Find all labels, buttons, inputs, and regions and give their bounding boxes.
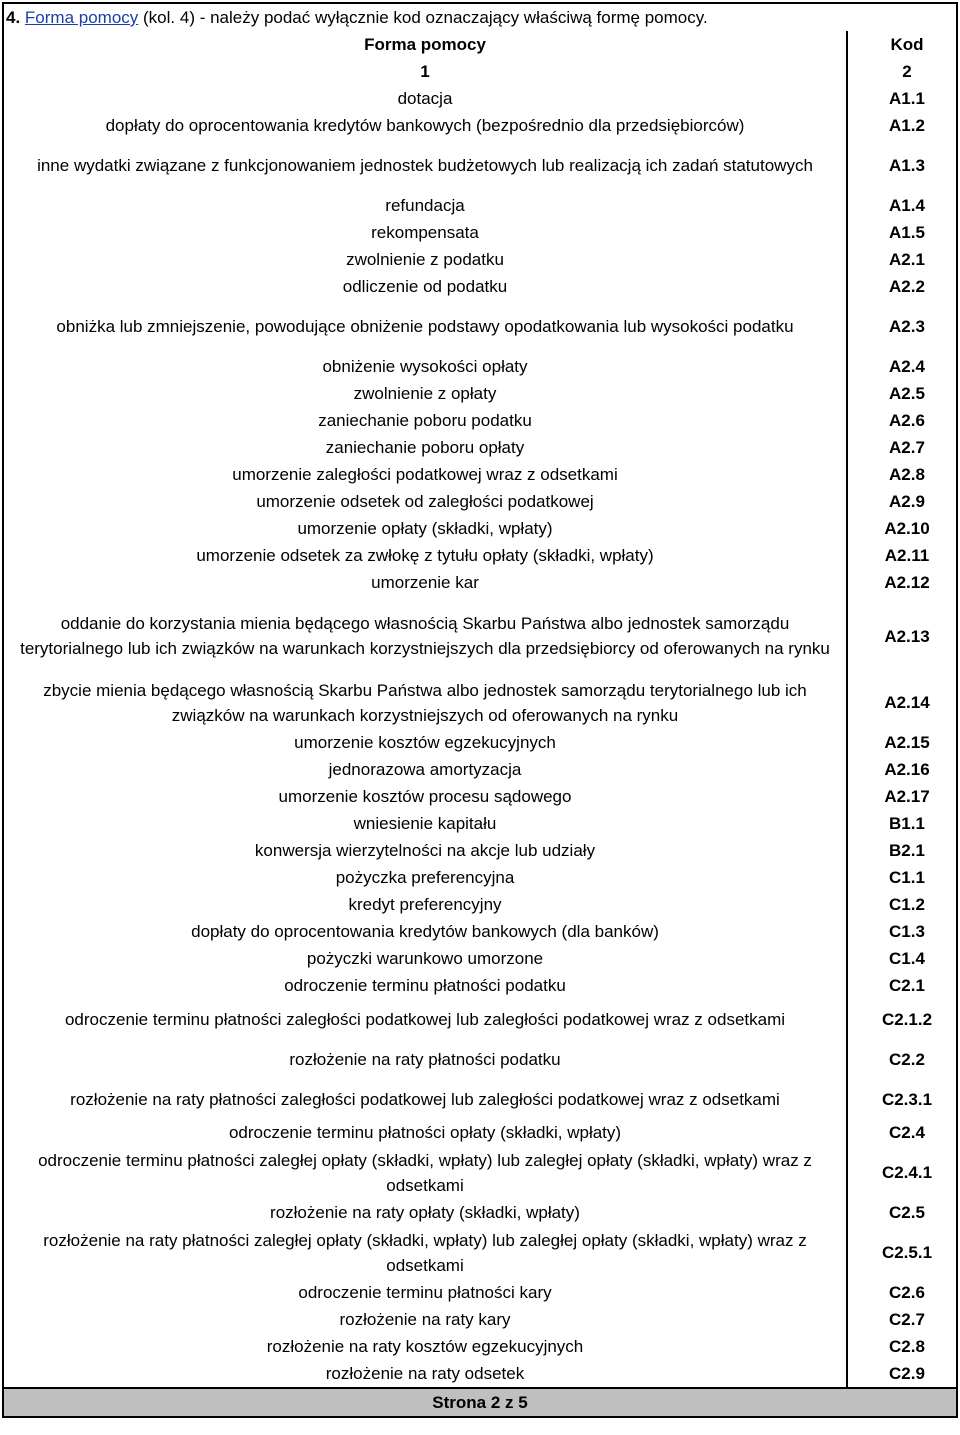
form-of-aid-cell: rozłożenie na raty kosztów egzekucyjnych [266,1337,584,1356]
table-row [4,999,960,1039]
table-row [4,246,960,273]
code-cell: A2.10 [847,515,960,542]
form-of-aid-cell: wniesienie kapitału [353,814,497,833]
code-cell: A2.6 [847,407,960,434]
section-heading [4,2,956,31]
form-of-aid-cell: odroczenie terminu płatności podatku [284,976,566,995]
form-of-aid-cell: rekompensata [371,223,479,242]
form-of-aid-cell: zaniechanie poboru opłaty [325,438,525,457]
code-cell: A2.16 [847,756,960,783]
form-of-aid-cell: zbycie mienia będącego własnością Skarbu Państwa albo jednostek samorządu terytorialnego lub ich związków na warunkach korzystniejszych od oferowanych na rynku [43,680,807,725]
code-cell: C1.1 [847,864,960,891]
table-row [4,596,960,676]
table-row [4,1279,960,1306]
table-row [4,837,960,864]
form-of-aid-cell: rozłożenie na raty kary [339,1310,511,1329]
column-number-row [4,58,960,85]
table-row [4,300,960,353]
form-of-aid-cell: odroczenie terminu płatności zaległej opłaty (składki, wpłaty) lub zaległej opłaty (składki, wpłaty) wraz z odsetkami [38,1150,812,1195]
code-cell: A2.11 [847,542,960,569]
table-row [4,1119,960,1146]
table-row [4,1226,960,1279]
form-of-aid-cell: rozłożenie na raty płatności podatku [289,1049,561,1069]
code-cell: C1.3 [847,918,960,945]
code-cell: A2.12 [847,569,960,596]
code-cell: C1.4 [847,945,960,972]
form-of-aid-cell: umorzenie kosztów egzekucyjnych [294,733,556,752]
form-of-aid-cell: umorzenie odsetek za zwłokę z tytułu opłaty (składki, wpłaty) [196,546,654,565]
table-row [4,380,960,407]
form-of-aid-cell: odroczenie terminu płatności opłaty (składki, wpłaty) [228,1123,622,1142]
code-cell: A1.4 [847,192,960,219]
code-cell: C2.2 [847,1039,960,1079]
forma-pomocy-link[interactable]: Forma pomocy [24,8,139,27]
code-cell: A2.3 [847,300,960,353]
table-row [4,945,960,972]
code-cell: C2.9 [847,1360,960,1387]
table-row [4,1039,960,1079]
code-cell: A2.1 [847,246,960,273]
form-of-aid-cell: umorzenie kar [371,573,479,592]
code-cell: A2.7 [847,434,960,461]
header-form: Forma pomocy [364,35,486,54]
table-row [4,85,960,112]
table-row [4,891,960,918]
code-cell: A1.1 [847,85,960,112]
table-row [4,434,960,461]
form-of-aid-cell: odroczenie terminu płatności kary [298,1283,552,1302]
table-row [4,918,960,945]
code-cell: A2.8 [847,461,960,488]
table-row [4,139,960,192]
table-row [4,273,960,300]
column-number-code: 2 [847,58,960,85]
code-cell: A2.14 [847,676,960,729]
form-of-aid-cell: rozłożenie na raty odsetek [325,1364,525,1383]
code-cell: C2.1.2 [847,999,960,1039]
table-row [4,1199,960,1226]
table-row [4,729,960,756]
table-row [4,353,960,380]
code-cell: A1.2 [847,112,960,139]
code-cell: C2.4.1 [847,1146,960,1199]
form-of-aid-cell: konwersja wierzytelności na akcje lub udziały [254,841,596,860]
table-row [4,1333,960,1360]
form-of-aid-cell: pożyczki warunkowo umorzone [306,949,544,968]
table-row [4,488,960,515]
code-cell: C2.3.1 [847,1079,960,1119]
form-of-aid-cell: zaniechanie poboru podatku [318,411,532,430]
column-number-form: 1 [420,62,430,81]
table-row [4,972,960,999]
code-cell: C2.8 [847,1333,960,1360]
table-row [4,1306,960,1333]
form-of-aid-cell: refundacja [385,196,465,215]
table-row [4,515,960,542]
table-row [4,192,960,219]
form-of-aid-cell: dopłaty do oprocentowania kredytów bankowych (dla banków) [191,922,659,941]
form-of-aid-cell: umorzenie kosztów procesu sądowego [278,787,572,806]
form-of-aid-cell: zwolnienie z opłaty [353,384,497,403]
table-row [4,756,960,783]
table-row [4,461,960,488]
section-heading-text: (kol. 4) - należy podać wyłącznie kod oznaczający właściwą formę pomocy. [138,8,708,27]
form-of-aid-cell: rozłożenie na raty opłaty (składki, wpłaty) [270,1203,580,1222]
table-row [4,676,960,729]
form-of-aid-cell: umorzenie opłaty (składki, wpłaty) [297,519,553,538]
code-cell: B2.1 [847,837,960,864]
code-cell: C2.4 [847,1119,960,1146]
code-cell: A2.2 [847,273,960,300]
table-header-row [4,31,960,58]
form-of-aid-cell: odroczenie terminu płatności zaległości podatkowej lub zaległości podatkowej wraz z odsetkami [64,1009,786,1029]
page-footer: Strona 2 z 5 [4,1387,956,1418]
table-row [4,112,960,139]
form-of-aid-cell: oddanie do korzystania mienia będącego własnością Skarbu Państwa albo jednostek samorządu terytorialnego lub ich związków na warunkach korzystniejszych dla przedsiębiorcy od oferowanych na rynku [20,614,830,658]
code-cell: A2.15 [847,729,960,756]
table-row [4,569,960,596]
code-cell: C2.6 [847,1279,960,1306]
form-of-aid-cell: dotacja [397,89,453,108]
table-row [4,219,960,246]
document-page [2,2,958,1418]
code-cell: C2.5.1 [847,1226,960,1279]
forms-of-aid-table [4,31,960,1387]
form-of-aid-cell: rozłożenie na raty płatności zaległości podatkowej lub zaległości podatkowej wraz z odsetkami [70,1089,780,1109]
form-of-aid-cell: dopłaty do oprocentowania kredytów bankowych (bezpośrednio dla przedsiębiorców) [105,116,745,135]
code-cell: A2.9 [847,488,960,515]
code-cell: C2.7 [847,1306,960,1333]
code-cell: A1.3 [847,139,960,192]
code-cell: C1.2 [847,891,960,918]
code-cell: A2.17 [847,783,960,810]
code-cell: A1.5 [847,219,960,246]
table-row [4,783,960,810]
section-number: 4. [6,8,21,27]
code-cell: A2.5 [847,380,960,407]
form-of-aid-cell: obniżka lub zmniejszenie, powodujące obniżenie podstawy opodatkowania lub wysokości podatku [56,317,794,336]
form-of-aid-cell: jednorazowa amortyzacja [328,760,522,779]
table-row [4,1360,960,1387]
form-of-aid-cell: zwolnienie z podatku [346,250,504,269]
table-row [4,542,960,569]
form-of-aid-cell: odliczenie od podatku [342,277,508,296]
code-cell: A2.4 [847,353,960,380]
table-row [4,864,960,891]
form-of-aid-cell: obniżenie wysokości opłaty [322,357,528,376]
header-code: Kod [847,31,960,58]
code-cell: C2.5 [847,1199,960,1226]
form-of-aid-cell: kredyt preferencyjny [348,895,502,914]
code-cell: C2.1 [847,972,960,999]
form-of-aid-cell: umorzenie odsetek od zaległości podatkowej [256,492,594,511]
table-row [4,810,960,837]
code-cell: A2.13 [847,596,960,676]
form-of-aid-cell: umorzenie zaległości podatkowej wraz z odsetkami [232,465,618,484]
table-row [4,407,960,434]
table-row [4,1146,960,1199]
table-row [4,1079,960,1119]
code-cell: B1.1 [847,810,960,837]
form-of-aid-cell: rozłożenie na raty płatności zaległej opłaty (składki, wpłaty) lub zaległej opłaty (składki, wpłaty) wraz z odsetkami [43,1230,807,1275]
form-of-aid-cell: pożyczka preferencyjna [335,868,515,887]
form-of-aid-cell: inne wydatki związane z funkcjonowaniem jednostek budżetowych lub realizacją ich zadań statutowych [37,156,813,175]
